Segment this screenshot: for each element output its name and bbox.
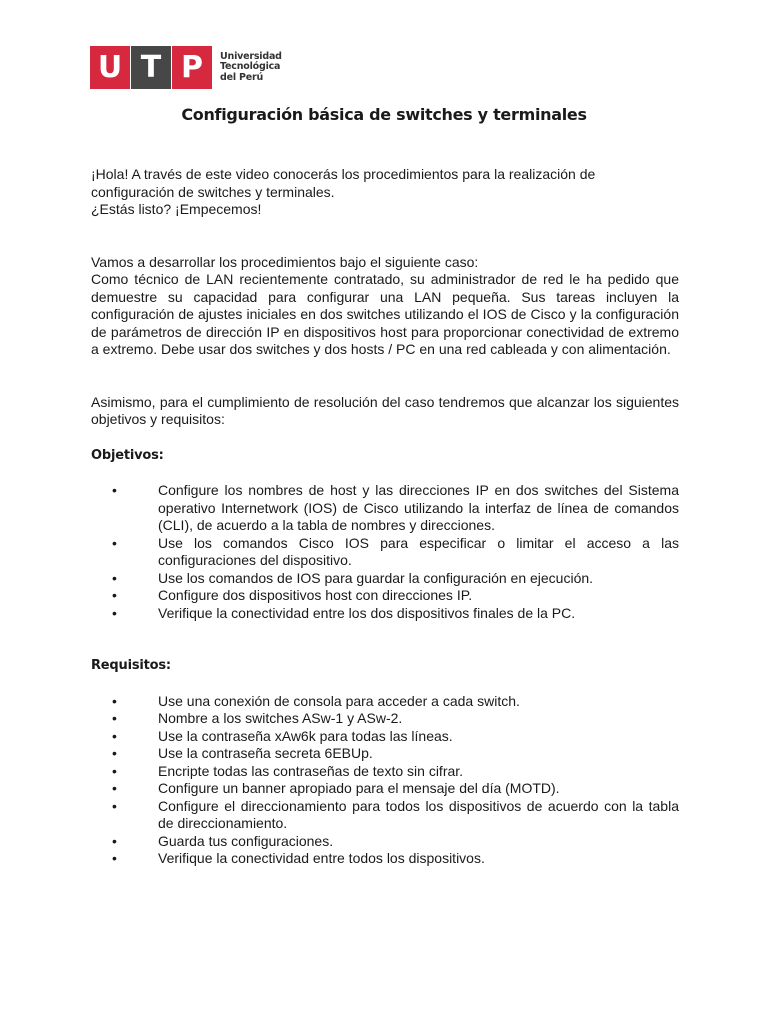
- bullet: •: [112, 710, 117, 726]
- bullet: •: [112, 569, 117, 586]
- logo-line-1: Universidad: [220, 50, 282, 62]
- list-item: • Nombre a los switches ASw-1 y ASw-2.: [112, 710, 403, 726]
- requirements-list: [91, 693, 679, 868]
- list-item: • Use una conexión de consola para acceder a cada switch.: [112, 692, 520, 709]
- bullet: •: [112, 832, 117, 849]
- utp-logo: [90, 46, 282, 89]
- list-item: • Use la contraseña xAw6k para todas las líneas.: [112, 727, 453, 744]
- case-description: Como técnico de LAN recientemente contratado, su administrador de red le ha pedido que demuestre su capacidad para configurar una LAN pequeña. Sus tareas incluyen la configuración de ajustes iniciales en dos switches utilizando el IOS de Cisco y la configuración de parámetros de dirección IP en dispositivos host para proporcionar conectividad de extremo a extremo. Debe usar dos switches y dos hosts / PC en una red cableada y con alimentación.: [91, 271, 679, 357]
- logo-university-name: [220, 52, 282, 84]
- bullet: •: [112, 745, 117, 761]
- bullet: •: [112, 797, 117, 814]
- list-item: • Configure un banner apropiado para el mensaje del día (MOTD).: [112, 780, 560, 796]
- list-item: • Verifique la conectividad entre todos los dispositivos.: [112, 850, 485, 866]
- document-body: [91, 166, 679, 868]
- intro-question: ¿Estás listo? ¡Empecemos!: [91, 201, 262, 217]
- bullet: •: [112, 850, 117, 866]
- bullet: •: [112, 780, 117, 796]
- list-item: • Configure dos dispositivos host con direcciones IP.: [112, 587, 473, 603]
- document-title: Configuración básica de switches y terminales: [181, 105, 587, 124]
- objectives-list: [91, 482, 679, 622]
- bullet: •: [112, 604, 117, 621]
- logo-letter-t: T: [131, 46, 171, 89]
- list-item: • Use la contraseña secreta 6EBUp.: [112, 745, 373, 761]
- list-item: • Configure el direccionamiento para todos los dispositivos de acuerdo con la tabla de direccionamiento.: [112, 797, 679, 831]
- logo-line-3: del Perú: [220, 71, 264, 83]
- list-item: • Use los comandos Cisco IOS para especificar o limitar el acceso a las configuraciones del dispositivo.: [112, 534, 679, 568]
- bullet: •: [112, 587, 117, 603]
- bullet: •: [112, 727, 117, 744]
- objectives-heading: Objetivos:: [91, 447, 164, 463]
- bullet: •: [112, 692, 117, 709]
- logo-letter-u: U: [90, 46, 130, 89]
- list-item: • Configure los nombres de host y las direcciones IP en dos switches del Sistema operativo Internetwork (IOS) de Cisco utilizando la interfaz de línea de comandos (CLI), de acuerdo a la tabla de nombres y direcciones.: [112, 482, 679, 533]
- list-item: • Guarda tus configuraciones.: [112, 832, 334, 849]
- bullet: •: [112, 762, 117, 779]
- case-lead: Vamos a desarrollar los procedimientos bajo el siguiente caso:: [91, 253, 479, 270]
- objectives-intro: Asimismo, para el cumplimiento de resolución del caso tendremos que alcanzar los siguientes objetivos y requisitos:: [91, 393, 679, 427]
- bullet: •: [112, 482, 117, 498]
- intro-paragraph: ¡Hola! A través de este video conocerás los procedimientos para la realización de configuración de switches y terminales.: [91, 166, 596, 200]
- logo-line-2: Tecnológica: [220, 61, 281, 73]
- logo-letter-p: P: [172, 46, 212, 89]
- bullet: •: [112, 534, 117, 551]
- requirements-heading: Requisitos:: [91, 658, 171, 673]
- list-item: • Verifique la conectividad entre los dos dispositivos finales de la PC.: [112, 604, 576, 621]
- list-item: • Encripte todas las contraseñas de texto sin cifrar.: [112, 762, 464, 779]
- list-item: • Use los comandos de IOS para guardar la configuración en ejecución.: [112, 569, 594, 586]
